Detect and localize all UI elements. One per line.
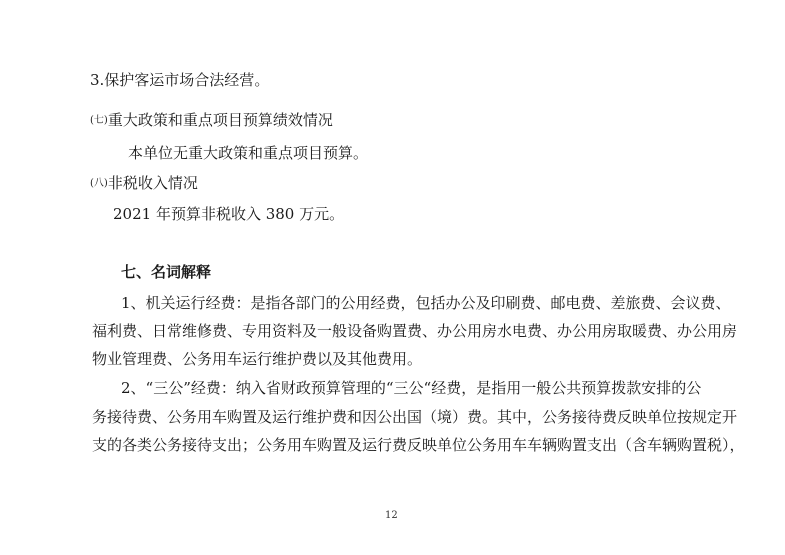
section-heading: 七、名词解释	[121, 263, 212, 281]
item-8-marker: (八)	[90, 178, 108, 189]
item-8-title: 非税收入情况	[107, 174, 198, 192]
item-8-body: 2021 年预算非税收入 380 万元。	[113, 205, 345, 223]
definition-2-line-3: 支的各类公务接待支出；公务用车购置及运行费反映单位公务用车车辆购置支出（含车辆购置税），	[92, 436, 745, 454]
definition-2-line-1: 2、“三公”经费：纳入省财政预算管理的“三公“经费，是指用一般公共预算拨款安排的公	[121, 379, 702, 397]
definition-1-line-1: 1、机关运行经费：是指各部门的公用经费，包括办公及印刷费、邮电费、差旅费、会议费、	[121, 294, 731, 312]
item-7-title: 重大政策和重点项目预算绩效情况	[107, 111, 333, 129]
page-number: 12	[385, 510, 398, 521]
definition-2-line-2: 务接待费、公务用车购置及运行维护费和因公出国（境）费。其中，公务接待费反映单位按规定开	[92, 408, 738, 426]
item-7-body: 本单位无重大政策和重点项目预算。	[128, 144, 369, 162]
definition-1-line-2: 福利费、日常维修费、专用资料及一般设备购置费、办公用房水电费、办公用房取暖费、办公用房	[92, 322, 738, 340]
item-7-marker: (七)	[90, 115, 108, 126]
item-3-text: 3.保护客运市场合法经营。	[90, 71, 270, 89]
item-8-heading	[90, 174, 198, 193]
definition-1-line-3: 物业管理费、公务用车运行维护费以及其他费用。	[92, 350, 423, 368]
item-7-heading	[90, 111, 333, 130]
